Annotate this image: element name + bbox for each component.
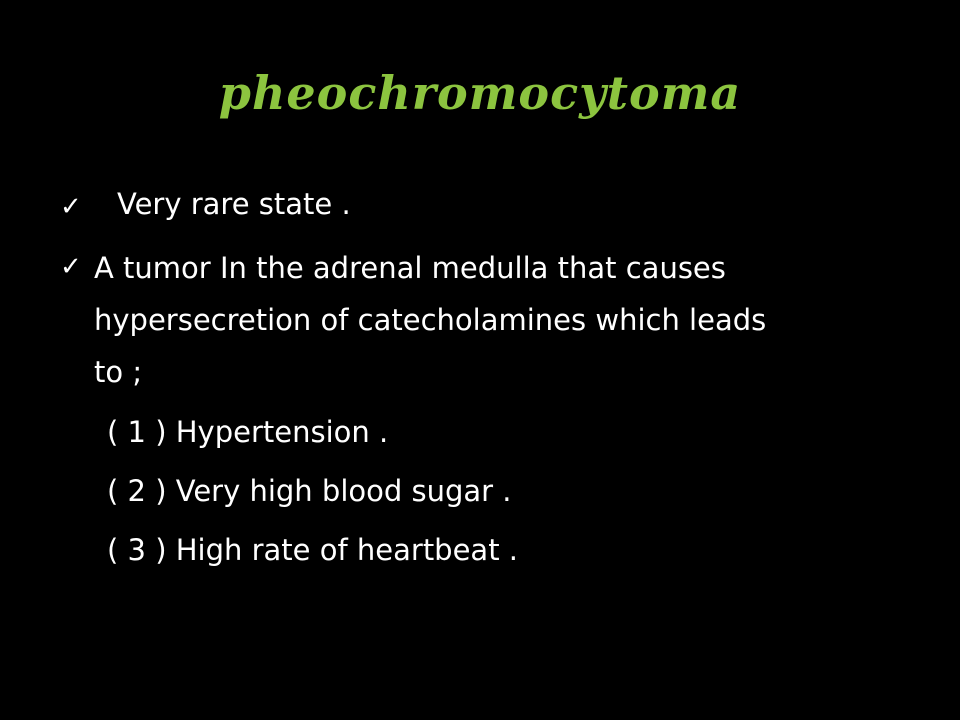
bullet-line: hypersecretion of catecholamines which leads [94, 303, 767, 337]
sub-item-3: ( 3 ) High rate of heartbeat . [107, 533, 519, 567]
sub-item-1: ( 1 ) Hypertension . [107, 415, 389, 449]
bullet-line: A tumor In the adrenal medulla that causes [94, 251, 726, 285]
checkmark-icon: ✓ [60, 192, 82, 222]
sub-item-2: ( 2 ) Very high blood sugar . [107, 474, 512, 508]
bullet-text [94, 242, 766, 398]
slide-title: pheochromocytoma [218, 66, 742, 120]
checkmark-icon: ✓ [60, 252, 82, 282]
bullet-item-1 [60, 184, 920, 234]
bullet-item-2 [60, 242, 920, 392]
bullet-line: to ; [94, 355, 143, 389]
bullet-text: Very rare state . [117, 187, 351, 221]
